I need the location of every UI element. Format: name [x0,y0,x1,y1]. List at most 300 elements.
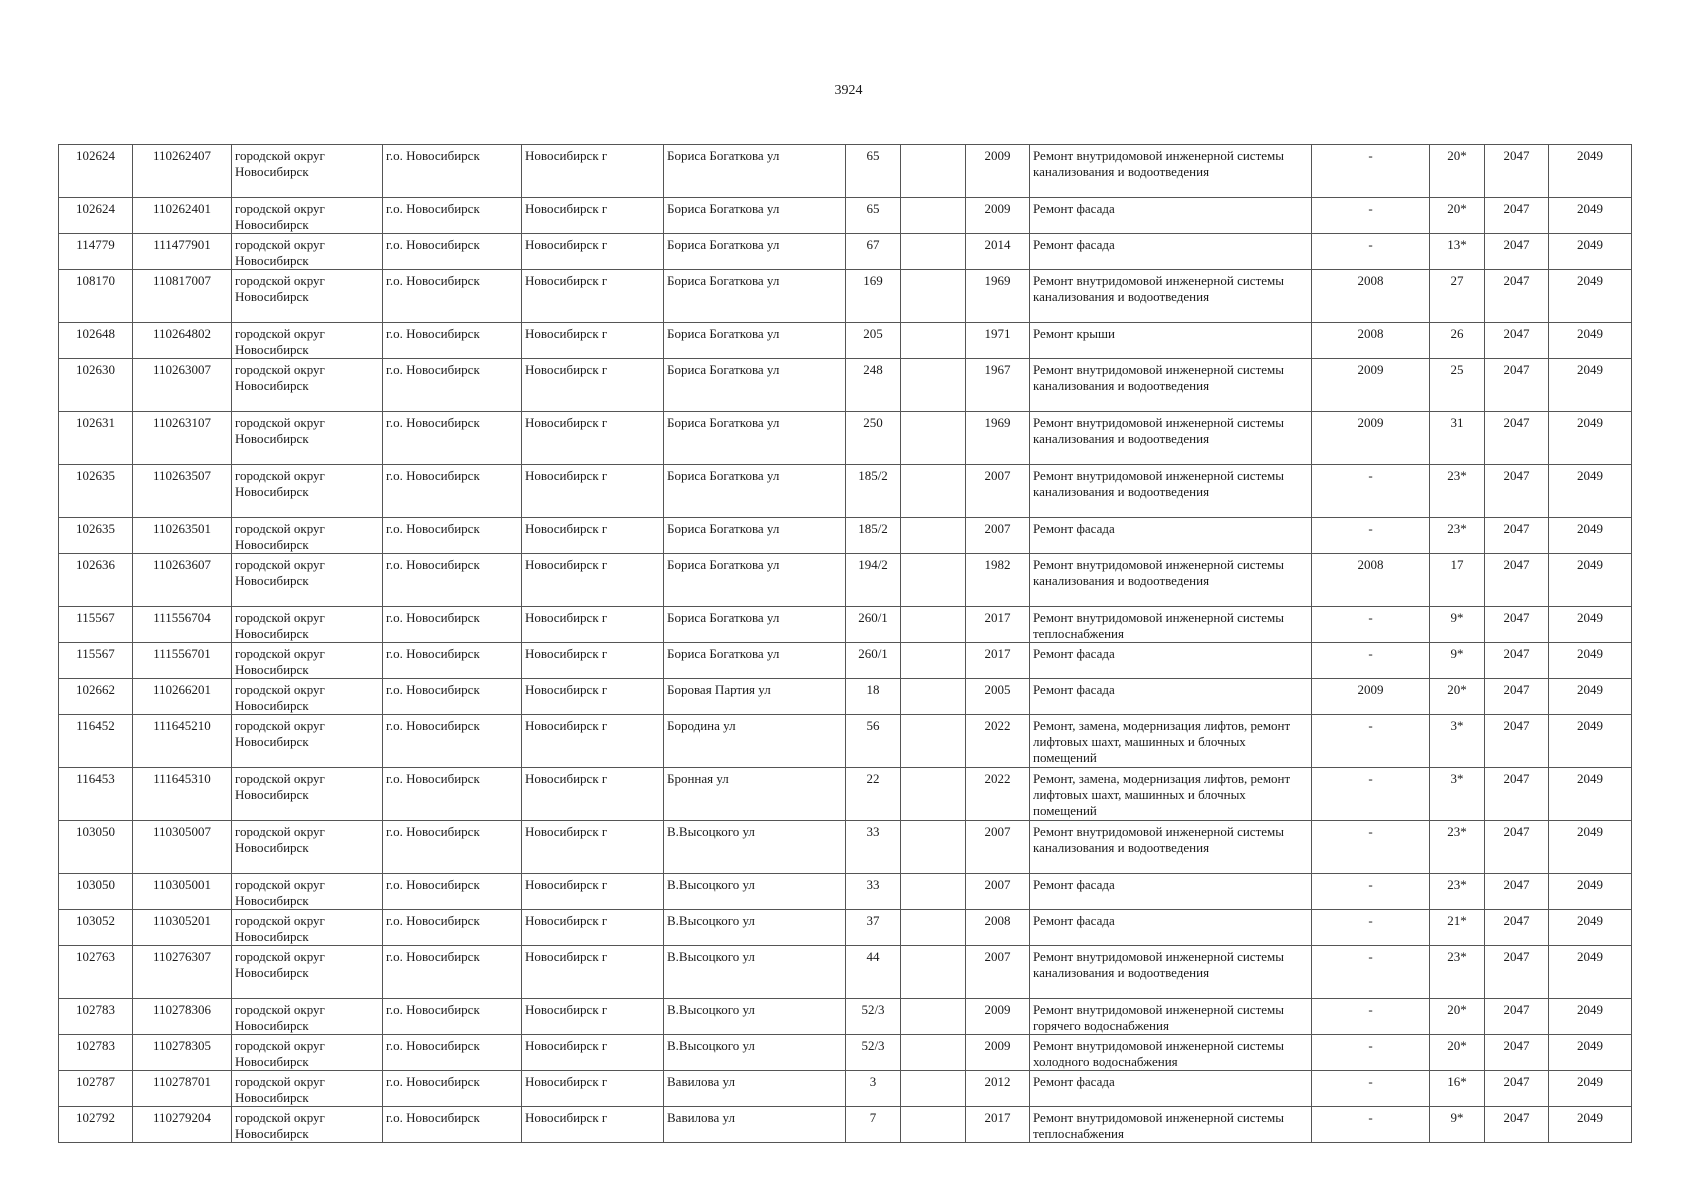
street-cell: Бородина ул [664,715,846,768]
district-cell: г.о. Новосибирск [383,679,522,715]
street-cell: Бориса Богаткова ул [664,412,846,465]
house-number-cell: 18 [846,679,901,715]
house-id-cell: 108170 [59,270,133,323]
plan-end-cell: 2049 [1549,607,1632,643]
work-id-cell: 110262407 [133,145,232,198]
age-cell: 20* [1430,198,1485,234]
work-id-cell: 110305001 [133,874,232,910]
table-row [59,145,1632,198]
house-id-cell: 103052 [59,910,133,946]
table-row [59,679,1632,715]
building-cell [901,1035,966,1071]
year-built-cell: 2007 [966,874,1030,910]
settlement-cell: Новосибирск г [522,554,664,607]
plan-start-cell: 2047 [1485,910,1549,946]
table-row [59,412,1632,465]
municipality-cell: городской округ Новосибирск [232,359,383,412]
house-number-cell: 3 [846,1071,901,1107]
work-id-cell: 111556704 [133,607,232,643]
last-repair-year-cell: 2009 [1312,359,1430,412]
work-type-cell: Ремонт внутридомовой инженерной системы канализования и водоотведения [1030,412,1312,465]
year-built-cell: 2007 [966,518,1030,554]
settlement-cell: Новосибирск г [522,359,664,412]
municipality-cell: городской округ Новосибирск [232,234,383,270]
last-repair-year-cell: - [1312,465,1430,518]
house-number-cell: 260/1 [846,643,901,679]
house-number-cell: 56 [846,715,901,768]
municipality-cell: городской округ Новосибирск [232,715,383,768]
house-id-cell: 102783 [59,999,133,1035]
year-built-cell: 1971 [966,323,1030,359]
street-cell: Бронная ул [664,768,846,821]
plan-start-cell: 2047 [1485,821,1549,874]
table-row [59,1107,1632,1143]
work-id-cell: 110305201 [133,910,232,946]
last-repair-year-cell: - [1312,874,1430,910]
work-id-cell: 110263107 [133,412,232,465]
district-cell: г.о. Новосибирск [383,323,522,359]
work-id-cell: 110276307 [133,946,232,999]
district-cell: г.о. Новосибирск [383,999,522,1035]
plan-start-cell: 2047 [1485,234,1549,270]
year-built-cell: 2005 [966,679,1030,715]
plan-end-cell: 2049 [1549,679,1632,715]
plan-end-cell: 2049 [1549,270,1632,323]
building-cell [901,145,966,198]
street-cell: В.Высоцкого ул [664,874,846,910]
work-type-cell: Ремонт фасада [1030,679,1312,715]
work-type-cell: Ремонт внутридомовой инженерной системы теплоснабжения [1030,1107,1312,1143]
work-type-cell: Ремонт внутридомовой инженерной системы канализования и водоотведения [1030,270,1312,323]
municipality-cell: городской округ Новосибирск [232,768,383,821]
work-type-cell: Ремонт внутридомовой инженерной системы холодного водоснабжения [1030,1035,1312,1071]
house-id-cell: 103050 [59,874,133,910]
plan-end-cell: 2049 [1549,145,1632,198]
settlement-cell: Новосибирск г [522,768,664,821]
municipality-cell: городской округ Новосибирск [232,821,383,874]
plan-end-cell: 2049 [1549,518,1632,554]
plan-start-cell: 2047 [1485,412,1549,465]
plan-start-cell: 2047 [1485,465,1549,518]
house-id-cell: 115567 [59,643,133,679]
age-cell: 23* [1430,465,1485,518]
house-number-cell: 33 [846,874,901,910]
table-row [59,874,1632,910]
settlement-cell: Новосибирск г [522,412,664,465]
district-cell: г.о. Новосибирск [383,1071,522,1107]
house-number-cell: 65 [846,145,901,198]
house-id-cell: 102783 [59,1035,133,1071]
district-cell: г.о. Новосибирск [383,554,522,607]
year-built-cell: 1969 [966,412,1030,465]
table-row [59,821,1632,874]
street-cell: Бориса Богаткова ул [664,198,846,234]
district-cell: г.о. Новосибирск [383,1035,522,1071]
house-number-cell: 33 [846,821,901,874]
work-id-cell: 111645210 [133,715,232,768]
plan-start-cell: 2047 [1485,145,1549,198]
municipality-cell: городской округ Новосибирск [232,679,383,715]
plan-start-cell: 2047 [1485,1071,1549,1107]
house-id-cell: 115567 [59,607,133,643]
plan-start-cell: 2047 [1485,1107,1549,1143]
district-cell: г.о. Новосибирск [383,874,522,910]
municipality-cell: городской округ Новосибирск [232,910,383,946]
year-built-cell: 2007 [966,946,1030,999]
work-id-cell: 110278701 [133,1071,232,1107]
building-cell [901,946,966,999]
work-id-cell: 110817007 [133,270,232,323]
last-repair-year-cell: 2008 [1312,270,1430,323]
table-row [59,465,1632,518]
district-cell: г.о. Новосибирск [383,270,522,323]
age-cell: 17 [1430,554,1485,607]
municipality-cell: городской округ Новосибирск [232,946,383,999]
street-cell: Бориса Богаткова ул [664,643,846,679]
building-cell [901,607,966,643]
plan-end-cell: 2049 [1549,874,1632,910]
last-repair-year-cell: - [1312,1071,1430,1107]
work-id-cell: 110278306 [133,999,232,1035]
house-number-cell: 22 [846,768,901,821]
street-cell: Бориса Богаткова ул [664,323,846,359]
building-cell [901,270,966,323]
district-cell: г.о. Новосибирск [383,518,522,554]
last-repair-year-cell: 2009 [1312,679,1430,715]
plan-end-cell: 2049 [1549,1071,1632,1107]
plan-end-cell: 2049 [1549,768,1632,821]
table-row [59,643,1632,679]
table-row [59,323,1632,359]
table-row [59,1071,1632,1107]
work-type-cell: Ремонт внутридомовой инженерной системы канализования и водоотведения [1030,821,1312,874]
work-id-cell: 110266201 [133,679,232,715]
age-cell: 3* [1430,768,1485,821]
age-cell: 23* [1430,946,1485,999]
plan-start-cell: 2047 [1485,607,1549,643]
work-type-cell: Ремонт внутридомовой инженерной системы канализования и водоотведения [1030,145,1312,198]
last-repair-year-cell: 2008 [1312,323,1430,359]
table-row [59,359,1632,412]
municipality-cell: городской округ Новосибирск [232,412,383,465]
plan-end-cell: 2049 [1549,1107,1632,1143]
building-cell [901,1071,966,1107]
building-cell [901,679,966,715]
settlement-cell: Новосибирск г [522,1107,664,1143]
last-repair-year-cell: - [1312,715,1430,768]
work-type-cell: Ремонт внутридомовой инженерной системы канализования и водоотведения [1030,359,1312,412]
work-id-cell: 111477901 [133,234,232,270]
building-cell [901,1107,966,1143]
work-id-cell: 110263507 [133,465,232,518]
street-cell: В.Высоцкого ул [664,910,846,946]
building-cell [901,874,966,910]
plan-start-cell: 2047 [1485,270,1549,323]
plan-start-cell: 2047 [1485,518,1549,554]
settlement-cell: Новосибирск г [522,821,664,874]
street-cell: Вавилова ул [664,1107,846,1143]
work-type-cell: Ремонт внутридомовой инженерной системы теплоснабжения [1030,607,1312,643]
age-cell: 9* [1430,1107,1485,1143]
house-number-cell: 260/1 [846,607,901,643]
plan-start-cell: 2047 [1485,946,1549,999]
table-row [59,234,1632,270]
plan-start-cell: 2047 [1485,359,1549,412]
capital-repair-table [58,144,1632,1143]
settlement-cell: Новосибирск г [522,946,664,999]
table-row [59,768,1632,821]
work-type-cell: Ремонт, замена, модернизация лифтов, ремонт лифтовых шахт, машинных и блочных помещений [1030,715,1312,768]
year-built-cell: 2007 [966,465,1030,518]
house-id-cell: 102624 [59,145,133,198]
settlement-cell: Новосибирск г [522,518,664,554]
house-number-cell: 169 [846,270,901,323]
municipality-cell: городской округ Новосибирск [232,874,383,910]
table-row [59,910,1632,946]
plan-start-cell: 2047 [1485,999,1549,1035]
building-cell [901,234,966,270]
last-repair-year-cell: - [1312,607,1430,643]
municipality-cell: городской округ Новосибирск [232,145,383,198]
plan-start-cell: 2047 [1485,715,1549,768]
house-number-cell: 250 [846,412,901,465]
settlement-cell: Новосибирск г [522,323,664,359]
house-id-cell: 102635 [59,518,133,554]
last-repair-year-cell: - [1312,910,1430,946]
work-id-cell: 110278305 [133,1035,232,1071]
street-cell: Бориса Богаткова ул [664,270,846,323]
year-built-cell: 2009 [966,198,1030,234]
house-number-cell: 52/3 [846,1035,901,1071]
building-cell [901,518,966,554]
house-id-cell: 103050 [59,821,133,874]
age-cell: 13* [1430,234,1485,270]
year-built-cell: 2017 [966,607,1030,643]
building-cell [901,643,966,679]
year-built-cell: 2017 [966,643,1030,679]
municipality-cell: городской округ Новосибирск [232,643,383,679]
house-id-cell: 114779 [59,234,133,270]
plan-start-cell: 2047 [1485,768,1549,821]
building-cell [901,768,966,821]
house-number-cell: 65 [846,198,901,234]
building-cell [901,412,966,465]
work-type-cell: Ремонт внутридомовой инженерной системы канализования и водоотведения [1030,946,1312,999]
work-type-cell: Ремонт фасада [1030,643,1312,679]
district-cell: г.о. Новосибирск [383,768,522,821]
street-cell: Бориса Богаткова ул [664,518,846,554]
age-cell: 21* [1430,910,1485,946]
house-number-cell: 194/2 [846,554,901,607]
street-cell: Вавилова ул [664,1071,846,1107]
age-cell: 20* [1430,999,1485,1035]
building-cell [901,821,966,874]
house-id-cell: 102648 [59,323,133,359]
district-cell: г.о. Новосибирск [383,1107,522,1143]
municipality-cell: городской округ Новосибирск [232,1071,383,1107]
work-id-cell: 110263607 [133,554,232,607]
age-cell: 20* [1430,1035,1485,1071]
district-cell: г.о. Новосибирск [383,910,522,946]
settlement-cell: Новосибирск г [522,715,664,768]
plan-start-cell: 2047 [1485,1035,1549,1071]
work-id-cell: 110264802 [133,323,232,359]
last-repair-year-cell: - [1312,821,1430,874]
last-repair-year-cell: - [1312,234,1430,270]
house-id-cell: 116452 [59,715,133,768]
settlement-cell: Новосибирск г [522,874,664,910]
building-cell [901,323,966,359]
year-built-cell: 1967 [966,359,1030,412]
municipality-cell: городской округ Новосибирск [232,323,383,359]
building-cell [901,715,966,768]
last-repair-year-cell: - [1312,643,1430,679]
work-id-cell: 111645310 [133,768,232,821]
age-cell: 23* [1430,821,1485,874]
municipality-cell: городской округ Новосибирск [232,1107,383,1143]
year-built-cell: 2012 [966,1071,1030,1107]
plan-end-cell: 2049 [1549,323,1632,359]
plan-start-cell: 2047 [1485,554,1549,607]
work-id-cell: 110263501 [133,518,232,554]
age-cell: 23* [1430,518,1485,554]
work-id-cell: 111556701 [133,643,232,679]
house-id-cell: 102631 [59,412,133,465]
district-cell: г.о. Новосибирск [383,198,522,234]
building-cell [901,198,966,234]
building-cell [901,465,966,518]
house-id-cell: 102787 [59,1071,133,1107]
district-cell: г.о. Новосибирск [383,465,522,518]
plan-end-cell: 2049 [1549,910,1632,946]
work-id-cell: 110263007 [133,359,232,412]
year-built-cell: 1982 [966,554,1030,607]
plan-end-cell: 2049 [1549,359,1632,412]
building-cell [901,359,966,412]
settlement-cell: Новосибирск г [522,270,664,323]
municipality-cell: городской округ Новосибирск [232,465,383,518]
house-number-cell: 67 [846,234,901,270]
house-number-cell: 205 [846,323,901,359]
work-type-cell: Ремонт фасада [1030,1071,1312,1107]
age-cell: 25 [1430,359,1485,412]
street-cell: Бориса Богаткова ул [664,359,846,412]
house-number-cell: 37 [846,910,901,946]
last-repair-year-cell: - [1312,946,1430,999]
year-built-cell: 2009 [966,1035,1030,1071]
district-cell: г.о. Новосибирск [383,234,522,270]
work-id-cell: 110262401 [133,198,232,234]
year-built-cell: 2009 [966,999,1030,1035]
year-built-cell: 2009 [966,145,1030,198]
table-body [59,145,1632,1143]
work-type-cell: Ремонт фасада [1030,234,1312,270]
street-cell: В.Высоцкого ул [664,999,846,1035]
table-row [59,946,1632,999]
table-row [59,554,1632,607]
age-cell: 9* [1430,643,1485,679]
year-built-cell: 2022 [966,768,1030,821]
municipality-cell: городской округ Новосибирск [232,198,383,234]
municipality-cell: городской округ Новосибирск [232,554,383,607]
district-cell: г.о. Новосибирск [383,607,522,643]
age-cell: 23* [1430,874,1485,910]
work-type-cell: Ремонт, замена, модернизация лифтов, ремонт лифтовых шахт, машинных и блочных помещений [1030,768,1312,821]
settlement-cell: Новосибирск г [522,607,664,643]
settlement-cell: Новосибирск г [522,145,664,198]
work-type-cell: Ремонт фасада [1030,910,1312,946]
age-cell: 20* [1430,145,1485,198]
work-type-cell: Ремонт фасада [1030,874,1312,910]
house-id-cell: 102662 [59,679,133,715]
last-repair-year-cell: - [1312,145,1430,198]
last-repair-year-cell: - [1312,1107,1430,1143]
work-type-cell: Ремонт фасада [1030,198,1312,234]
table-row [59,270,1632,323]
year-built-cell: 2014 [966,234,1030,270]
work-id-cell: 110279204 [133,1107,232,1143]
plan-start-cell: 2047 [1485,643,1549,679]
house-id-cell: 102624 [59,198,133,234]
house-id-cell: 116453 [59,768,133,821]
settlement-cell: Новосибирск г [522,1071,664,1107]
house-id-cell: 102636 [59,554,133,607]
plan-end-cell: 2049 [1549,946,1632,999]
last-repair-year-cell: - [1312,518,1430,554]
last-repair-year-cell: - [1312,999,1430,1035]
age-cell: 27 [1430,270,1485,323]
building-cell [901,999,966,1035]
house-id-cell: 102792 [59,1107,133,1143]
table-row [59,198,1632,234]
plan-start-cell: 2047 [1485,679,1549,715]
house-number-cell: 248 [846,359,901,412]
last-repair-year-cell: - [1312,198,1430,234]
table-row [59,607,1632,643]
plan-end-cell: 2049 [1549,554,1632,607]
house-number-cell: 185/2 [846,518,901,554]
plan-end-cell: 2049 [1549,999,1632,1035]
street-cell: Бориса Богаткова ул [664,607,846,643]
district-cell: г.о. Новосибирск [383,821,522,874]
house-number-cell: 7 [846,1107,901,1143]
house-id-cell: 102763 [59,946,133,999]
district-cell: г.о. Новосибирск [383,715,522,768]
plan-end-cell: 2049 [1549,234,1632,270]
table-row [59,715,1632,768]
plan-start-cell: 2047 [1485,874,1549,910]
table-row [59,999,1632,1035]
building-cell [901,554,966,607]
street-cell: Бориса Богаткова ул [664,234,846,270]
district-cell: г.о. Новосибирск [383,359,522,412]
year-built-cell: 2022 [966,715,1030,768]
plan-end-cell: 2049 [1549,821,1632,874]
house-number-cell: 44 [846,946,901,999]
building-cell [901,910,966,946]
year-built-cell: 1969 [966,270,1030,323]
age-cell: 3* [1430,715,1485,768]
age-cell: 20* [1430,679,1485,715]
municipality-cell: городской округ Новосибирск [232,518,383,554]
street-cell: Бориса Богаткова ул [664,145,846,198]
municipality-cell: городской округ Новосибирск [232,270,383,323]
plan-end-cell: 2049 [1549,643,1632,679]
plan-start-cell: 2047 [1485,198,1549,234]
last-repair-year-cell: 2008 [1312,554,1430,607]
district-cell: г.о. Новосибирск [383,412,522,465]
year-built-cell: 2007 [966,821,1030,874]
